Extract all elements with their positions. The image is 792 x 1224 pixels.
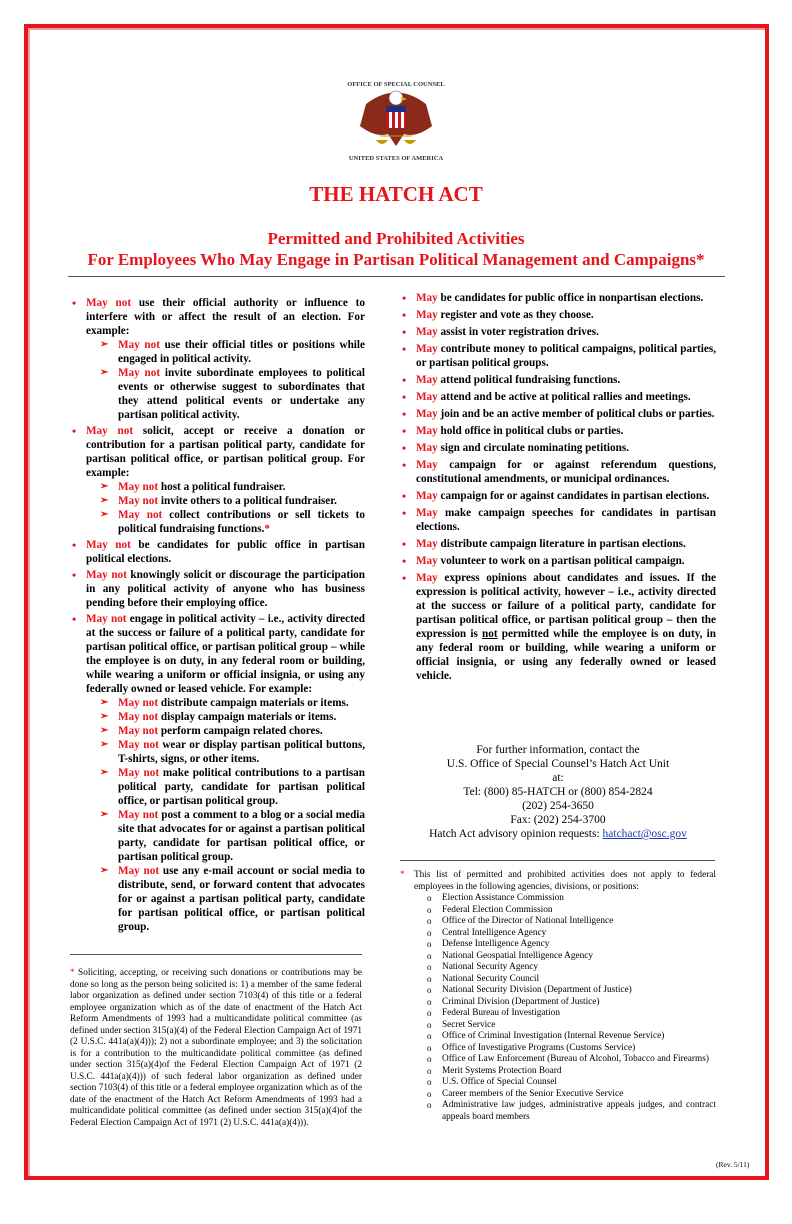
permitted-item: [400, 424, 716, 438]
prohibited-list: [70, 296, 365, 934]
arrow-bullet-icon: ➢: [100, 809, 109, 820]
arrow-bullet-icon: ➢: [100, 739, 109, 750]
permitted-item: [400, 390, 716, 404]
item-text: volunteer to work on a partisan political campaign.: [437, 555, 685, 567]
arrow-bullet-icon: ➢: [100, 495, 109, 506]
permitted-item: [400, 458, 716, 486]
may-not-label: May not: [118, 809, 159, 821]
example-text: wear or display partisan political buttons, T-shirts, signs, or other items.: [118, 739, 366, 765]
exempt-agency: o National Security Division (Department of Justice): [442, 985, 716, 997]
may-label: May: [416, 292, 438, 304]
may-not-label: May not: [118, 509, 163, 521]
arrow-bullet-icon: ➢: [100, 509, 109, 520]
may-not-label: May not: [86, 297, 132, 309]
may-not-label: May not: [118, 865, 160, 877]
contact-line-3: at:: [552, 772, 564, 784]
may-label: May: [416, 538, 438, 550]
revision-date: (Rev. 5/11): [716, 1160, 750, 1169]
osc-seal-icon: [346, 76, 446, 164]
exempt-agency: o Federal Bureau of Investigation: [442, 1008, 716, 1020]
footnote-asterisk: *: [70, 968, 75, 978]
contact-line-1: For further information, contact the: [476, 744, 640, 756]
exempt-agency: o U.S. Office of Special Counsel: [442, 1077, 716, 1089]
example-item: [100, 480, 365, 494]
item-text: solicit, accept or receive a donation or contribution for a partisan political party, candidate for partisan political office, or partisan political group. For example:: [86, 425, 365, 479]
may-not-label: May not: [118, 339, 160, 351]
may-label: May: [416, 459, 438, 471]
email-link[interactable]: hatchact@osc.gov: [602, 828, 687, 840]
may-label: May: [416, 408, 438, 420]
item-text: knowingly solicit or discourage the participation in any political activity of anyone who has business pending before their employing office.: [86, 569, 365, 609]
exempt-agency: o Office of the Director of National Intelligence: [442, 916, 716, 928]
arrow-bullet-icon: ➢: [100, 725, 109, 736]
subtitle-permitted-prohibited: Permitted and Prohibited Activities: [267, 229, 525, 248]
example-item: [100, 864, 365, 934]
permitted-item: [400, 342, 716, 370]
example-item: [100, 338, 365, 366]
prohibited-item: [70, 568, 365, 610]
exemption-asterisk: *: [400, 870, 405, 880]
item-text: campaign for or against referendum questions, constitutional amendments, or municipal ordinances.: [416, 459, 716, 485]
exempt-agency: o Office of Criminal Investigation (Internal Revenue Service): [442, 1031, 716, 1043]
svg-text:OFFICE OF SPECIAL COUNSEL: OFFICE OF SPECIAL COUNSEL: [347, 81, 445, 88]
exemption-intro: This list of permitted and prohibited activities does not apply to federal employees in the following agencies, divisions, or positions:: [414, 870, 716, 892]
arrow-bullet-icon: ➢: [100, 481, 109, 492]
example-list: [86, 338, 365, 422]
example-item: [100, 808, 365, 864]
contact-info: [400, 743, 716, 841]
exempt-agency: o Career members of the Senior Executive Service: [442, 1089, 716, 1101]
item-text: sign and circulate nominating petitions.: [437, 442, 629, 454]
may-label: May: [416, 507, 438, 519]
example-item: [100, 738, 366, 766]
example-list: [86, 480, 365, 536]
prohibited-item: [70, 424, 365, 536]
item-text: campaign for or against candidates in partisan elections.: [437, 490, 710, 502]
may-label: May: [416, 555, 438, 567]
example-item: [100, 366, 366, 422]
item-text: make campaign speeches for candidates in partisan elections.: [416, 507, 716, 533]
may-not-label: May not: [86, 539, 131, 551]
example-item: [100, 710, 365, 724]
exempt-agency: o Merit Systems Protection Board: [442, 1066, 716, 1078]
item-text: assist in voter registration drives.: [437, 326, 599, 338]
example-item: [100, 508, 365, 536]
header-divider: [68, 276, 725, 277]
footnote-asterisk: *: [264, 523, 270, 535]
may-label: May: [416, 425, 438, 437]
contact-advisory: [400, 827, 716, 841]
arrow-bullet-icon: ➢: [100, 367, 109, 378]
arrow-bullet-icon: ➢: [100, 711, 109, 722]
exempt-agency: o Secret Service: [442, 1020, 716, 1032]
prohibited-item: [70, 612, 365, 934]
exempt-agency: o Criminal Division (Department of Justice): [442, 997, 716, 1009]
permitted-list: [400, 291, 716, 683]
may-not-label: May not: [118, 367, 161, 379]
may-not-label: May not: [86, 425, 134, 437]
may-not-label: May not: [118, 739, 159, 751]
exemptions-footnote: [400, 870, 716, 1123]
may-not-label: May not: [118, 711, 159, 723]
example-item: [100, 766, 366, 808]
permitted-item: [400, 291, 716, 305]
exempt-agency: o Central Intelligence Agency: [442, 928, 716, 940]
advisory-label: Hatch Act advisory opinion requests:: [429, 828, 603, 840]
exempt-agency: o Administrative law judges, administrative appeals judges, and contract appeals board members: [442, 1100, 716, 1123]
item-text: attend and be active at political rallies and meetings.: [437, 391, 691, 403]
permitted-item: [400, 373, 716, 387]
may-not-label: May not: [118, 481, 159, 493]
may-label: May: [416, 391, 438, 403]
item-text: be candidates for public office in partisan political elections.: [86, 539, 365, 565]
exempt-agency: o Defense Intelligence Agency: [442, 939, 716, 951]
prohibited-item: [70, 538, 365, 566]
example-item: [100, 696, 365, 710]
svg-text:UNITED STATES OF AMERICA: UNITED STATES OF AMERICA: [348, 155, 444, 162]
may-label: May: [416, 572, 438, 584]
footnote-text: Soliciting, accepting, or receiving such donations or contributions may be done so long as the person being solicited is: 1) a member of the same federal labor organization as defined under section 7103(4) of this title or a federal employee organization which as of the date of enactment of the Hatch Act Reform Amendments of 1993 had a multicandidate political committee (as defined under section 315(a)(4) of the Federal Election Campaign Act of 1971 (2 U.S.C. 441a(a)(4))); 2) not a subordinate employee; and 3) the solicitation is for a contribution to the multicandidate political committee (as defined under section 315(a)(4)of the Federal Election Campaign Act of 1971 (2 U.S.C. 441a(a)(4))) of such federal labor organization as defined under section 7103(4) of this title or a federal employee organization which as of the date of the enactment of the Hatch Act Reform Amendments of 1993 had a multicandidate political committee (as defined under section 315(a)(4)of the Federal Election Campaign Act of 1971 (2) U.S.C. 441a(a)(4))).: [70, 968, 362, 1128]
example-text: invite others to a political fundraiser.: [158, 495, 337, 507]
permitted-item: [400, 506, 716, 534]
footnote-divider-left: [70, 954, 362, 955]
may-label: May: [416, 490, 438, 502]
contact-line-2: U.S. Office of Special Counsel’s Hatch Act Unit: [446, 758, 670, 770]
example-text: invite subordinate employees to political events or otherwise suggest to subordinates that they attend political events or undertake any partisan political activity.: [118, 367, 366, 421]
may-not-label: May not: [86, 569, 127, 581]
exemption-list: [400, 893, 716, 1123]
permitted-item: [400, 554, 716, 568]
prohibited-activities-column: [70, 296, 365, 936]
solicitation-footnote: [70, 968, 362, 1129]
item-text-tail: permitted while the employee is on duty, in any federal room or building, while wearing a uniform or official insignia, or using any federally owned or leased vehicle.: [416, 628, 716, 682]
permitted-item: [400, 537, 716, 551]
may-not-label: May not: [118, 767, 160, 779]
arrow-bullet-icon: ➢: [100, 697, 109, 708]
exempt-agency: o Office of Investigative Programs (Customs Service): [442, 1043, 716, 1055]
may-not-label: May not: [118, 495, 159, 507]
exempt-agency: o National Security Council: [442, 974, 716, 986]
arrow-bullet-icon: ➢: [100, 865, 109, 876]
example-text: use any e-mail account or social media to distribute, send, or forward content that advocates for or against a partisan political party, candidate for partisan political office, or partisan political group.: [118, 865, 365, 933]
subtitle-employees: For Employees Who May Engage in Partisan Political Management and Campaigns*: [87, 250, 705, 269]
exempt-agency: o National Geospatial Intelligence Agency: [442, 951, 716, 963]
item-text: join and be an active member of political clubs or parties.: [437, 408, 715, 420]
arrow-bullet-icon: ➢: [100, 339, 109, 350]
permitted-item: [400, 489, 716, 503]
example-text: post a comment to a blog or a social media site that advocates for or against a partisan political party, candidate for partisan political office, or partisan political group.: [118, 809, 365, 863]
permitted-item: [400, 407, 716, 421]
permitted-item: [400, 571, 716, 683]
exempt-agency: o Federal Election Commission: [442, 905, 716, 917]
may-label: May: [416, 326, 438, 338]
example-item: [100, 724, 365, 738]
contact-tel: Tel: (800) 85-HATCH or (800) 854-2824: [463, 786, 653, 798]
example-item: [100, 494, 365, 508]
item-text: hold office in political clubs or parties.: [437, 425, 624, 437]
may-label: May: [416, 309, 438, 321]
exempt-agency: o National Security Agency: [442, 962, 716, 974]
contact-tel-2: (202) 254-3650: [522, 800, 594, 812]
contact-fax: Fax: (202) 254-3700: [510, 814, 606, 826]
exempt-agency: o Office of Law Enforcement (Bureau of Alcohol, Tobacco and Firearms): [442, 1054, 716, 1066]
example-text: collect contributions or sell tickets to political fundraising functions.: [118, 509, 365, 535]
example-text: display campaign materials or items.: [158, 711, 337, 723]
item-text: distribute campaign literature in partisan elections.: [437, 538, 686, 550]
prohibited-item: [70, 296, 365, 422]
exempt-agency: o Election Assistance Commission: [442, 893, 716, 905]
may-not-label: May not: [118, 725, 159, 737]
may-label: May: [416, 374, 438, 386]
page-title: THE HATCH ACT: [309, 182, 483, 206]
example-text: distribute campaign materials or items.: [158, 697, 349, 709]
emphasis-not: not: [482, 628, 498, 640]
example-text: use their official titles or positions while engaged in political activity.: [118, 339, 365, 365]
item-text: express opinions about candidates and issues. If the expression is political activity, however – i.e., activity directed at the success or failure of a political party, candidate for partisan political office, or partisan political group – then the expression is: [416, 572, 716, 640]
permitted-item: [400, 325, 716, 339]
arrow-bullet-icon: ➢: [100, 767, 109, 778]
item-text: contribute money to political campaigns, political parties, or partisan political groups.: [416, 343, 716, 369]
may-not-label: May not: [86, 613, 127, 625]
example-list: [86, 696, 365, 934]
item-text: register and vote as they choose.: [437, 309, 594, 321]
may-label: May: [416, 442, 438, 454]
item-text: be candidates for public office in nonpartisan elections.: [437, 292, 704, 304]
item-text: use their official authority or influence to interfere with or affect the result of an election. For example:: [86, 297, 365, 337]
permitted-item: [400, 441, 716, 455]
footnote-divider-right: [400, 860, 715, 861]
permitted-activities-column: [400, 291, 716, 686]
may-label: May: [416, 343, 438, 355]
item-text: attend political fundraising functions.: [437, 374, 621, 386]
example-text: host a political fundraiser.: [158, 481, 286, 493]
item-text: engage in political activity – i.e., activity directed at the success or failure of a political party, candidate for partisan political office, or partisan political group – while the employee is on duty, in any federal room or building, while wearing a uniform or official insignia, or using any federally owned or leased vehicle. For example:: [86, 613, 366, 695]
permitted-item: [400, 308, 716, 322]
example-text: perform campaign related chores.: [158, 725, 323, 737]
may-not-label: May not: [118, 697, 159, 709]
example-text: make political contributions to a partisan political party, candidate for partisan political office, or partisan political group.: [118, 767, 366, 807]
